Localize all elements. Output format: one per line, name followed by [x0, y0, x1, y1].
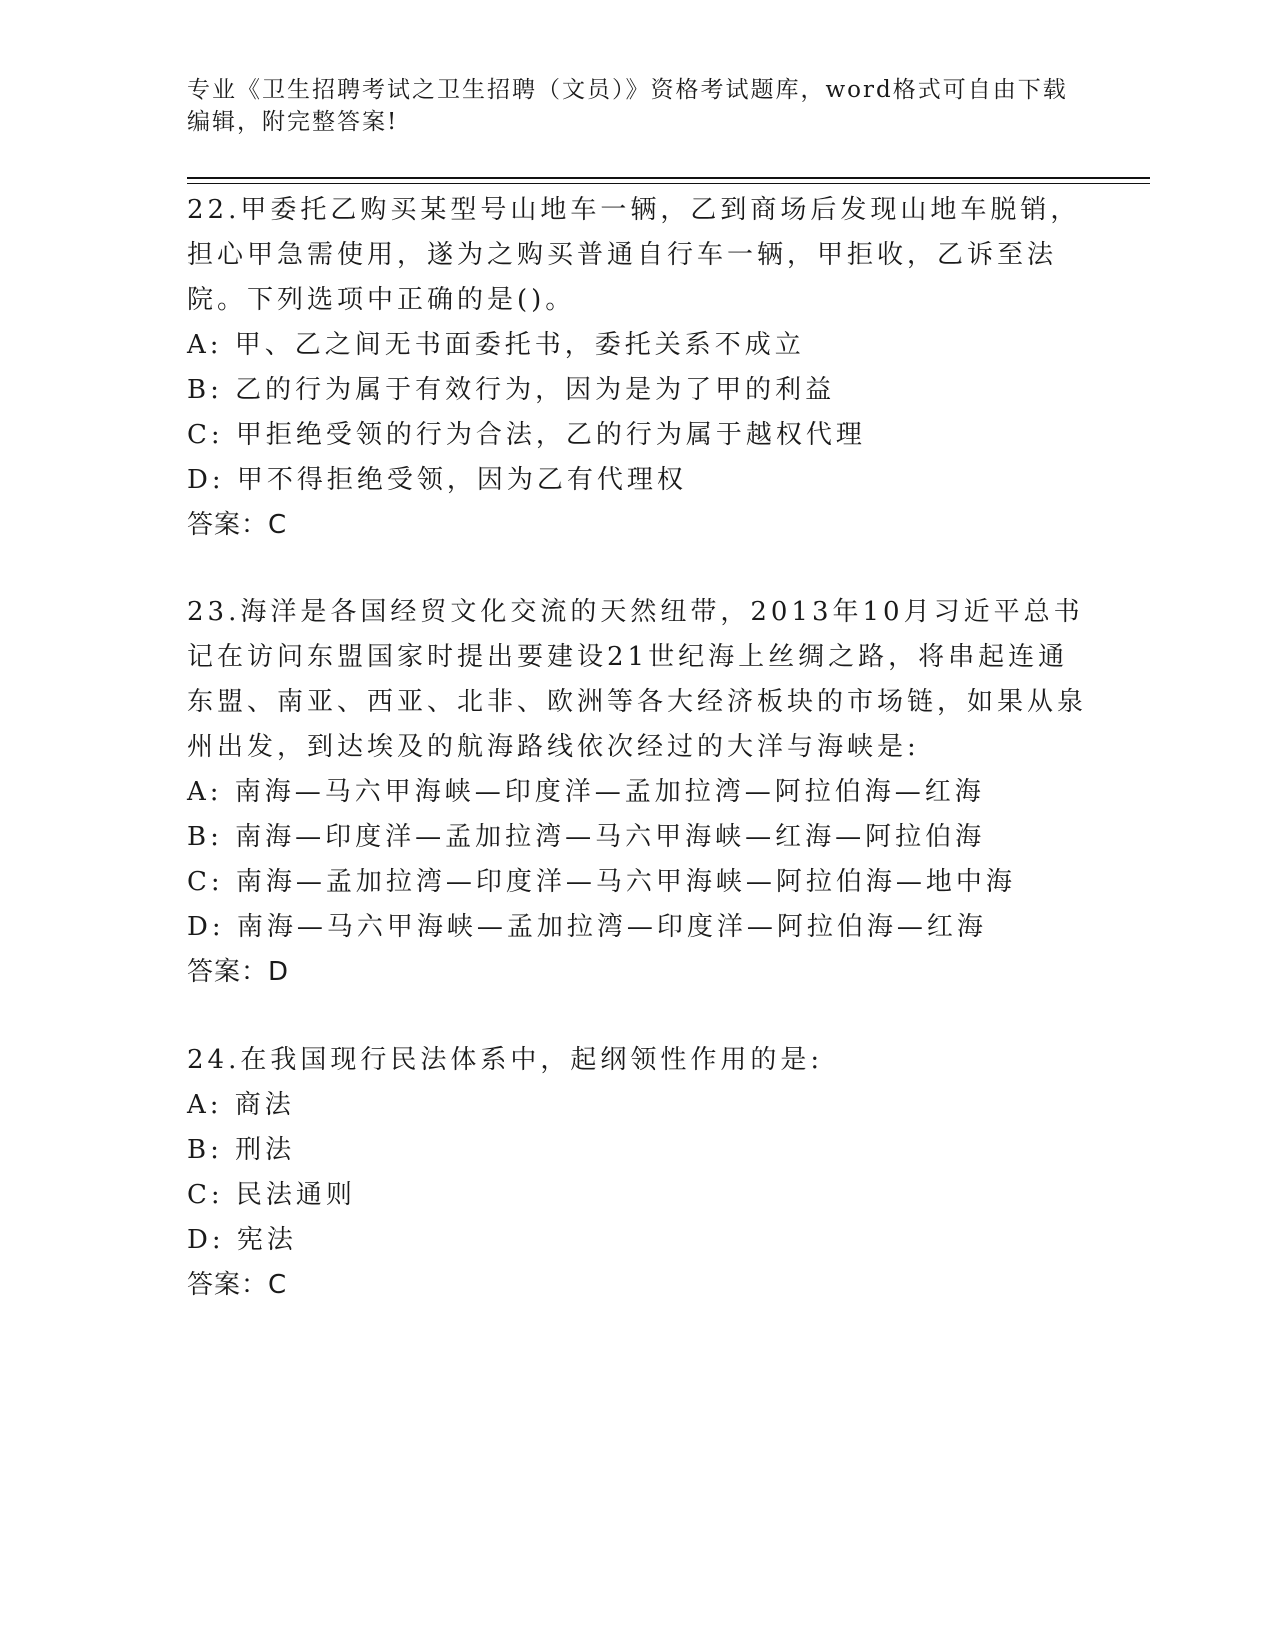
header-divider-thin: [187, 183, 1150, 184]
option-c: C: 甲拒绝受领的行为合法，乙的行为属于越权代理: [187, 420, 866, 450]
question-stem: 24.在我国现行民法体系中，起纲领性作用的是:: [187, 1045, 824, 1075]
answer: 答案：C: [187, 1270, 288, 1300]
question-23: [187, 590, 1087, 995]
option-c: C: 民法通则: [187, 1180, 356, 1210]
option-b: B: 南海—印度洋—孟加拉湾—马六甲海峡—红海—阿拉伯海: [187, 822, 986, 852]
option-a: A: 商法: [187, 1090, 295, 1120]
option-d: D: 南海—马六甲海峡—孟加拉湾—印度洋—阿拉伯海—红海: [187, 912, 987, 942]
option-d: D: 宪法: [187, 1225, 297, 1255]
option-c: C: 南海—孟加拉湾—印度洋—马六甲海峡—阿拉伯海—地中海: [187, 867, 1016, 897]
question-22: [187, 188, 1087, 548]
answer: 答案：D: [187, 957, 290, 987]
option-b: B: 乙的行为属于有效行为，因为是为了甲的利益: [187, 375, 836, 405]
option-b: B: 刑法: [187, 1135, 296, 1165]
answer: 答案：C: [187, 510, 288, 540]
header-divider-thick: [187, 177, 1150, 179]
document-header: 专业《卫生招聘考试之卫生招聘（文员）》资格考试题库，word格式可自由下载编辑，附完整答案!: [187, 77, 1068, 135]
question-stem: 23.海洋是各国经贸文化交流的天然纽带，2013年10月习近平总书记在访问东盟国家时提出要建设21世纪海上丝绸之路，将串起连通东盟、南亚、西亚、北非、欧洲等各大经济板块的市场链，如果从泉州出发，到达埃及的航海路线依次经过的大洋与海峡是:: [187, 597, 1088, 762]
option-a: A: 南海—马六甲海峡—印度洋—孟加拉湾—阿拉伯海—红海: [187, 777, 985, 807]
option-a: A: 甲、乙之间无书面委托书，委托关系不成立: [187, 330, 805, 360]
question-stem: 22.甲委托乙购买某型号山地车一辆，乙到商场后发现山地车脱销，担心甲急需使用，遂为之购买普通自行车一辆，甲拒收，乙诉至法院。下列选项中正确的是()。: [187, 195, 1081, 315]
question-24: [187, 1038, 1087, 1308]
option-d: D: 甲不得拒绝受领，因为乙有代理权: [187, 465, 687, 495]
